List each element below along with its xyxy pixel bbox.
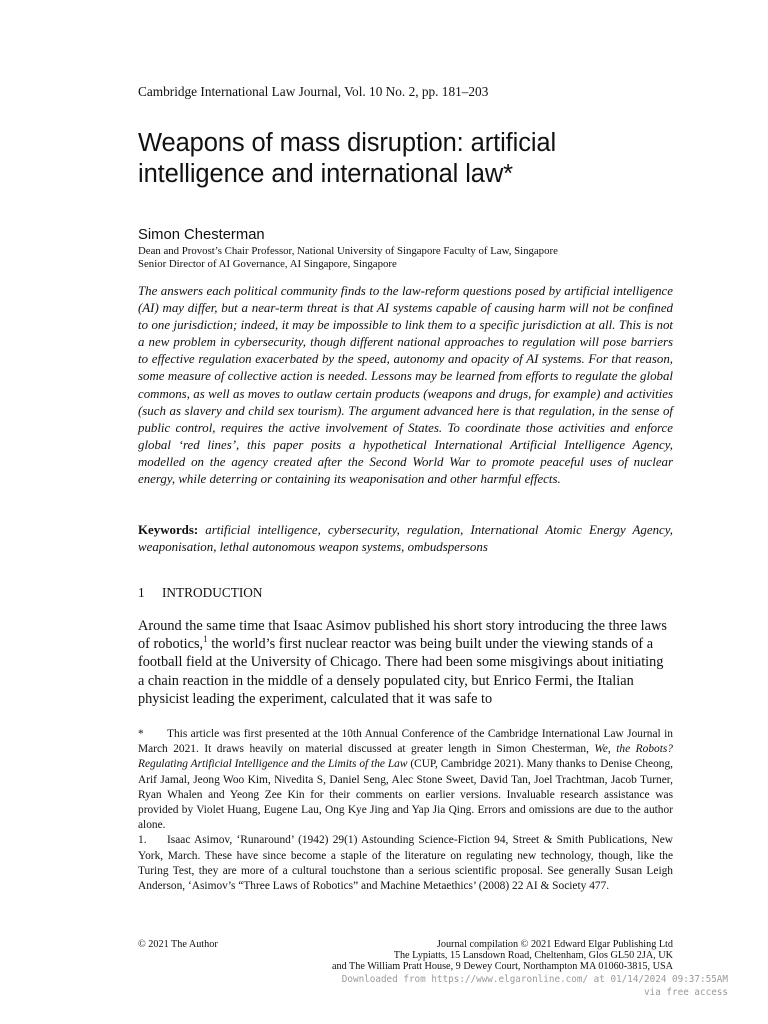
section-title: INTRODUCTION: [162, 585, 263, 600]
keywords-label: Keywords:: [138, 523, 199, 537]
section-number: 1: [138, 585, 145, 600]
book-title: We, the Robots? Regulating Artificial Intelligence and the Limits of the Law: [138, 743, 673, 771]
author-name: Simon Chesterman: [138, 227, 265, 243]
section-heading: [138, 585, 262, 601]
download-line: via free access: [644, 986, 728, 998]
affiliation-line: Dean and Provost’s Chair Professor, National University of Singapore Faculty of Law, Singapore: [138, 245, 558, 257]
footnote-marker: 1.: [138, 834, 147, 847]
keywords: [138, 522, 673, 556]
author-affiliations: [138, 245, 558, 270]
publisher-line: The Lypiatts, 15 Lansdown Road, Cheltenham, Glos GL50 2JA, UK: [393, 950, 673, 961]
body-text-part: Around the same time that Isaac Asimov published his short story introducing the three laws of robotics,: [138, 618, 667, 653]
publisher-line: and The William Pratt House, 9 Dewey Court, Northampton MA 01060-3815, USA: [331, 961, 673, 972]
publisher-line: Journal compilation © 2021 Edward Elgar Publishing Ltd: [436, 939, 673, 950]
abstract: The answers each political community finds to the law-reform questions posed by artificial intelligence (AI) may differ, but a near-term threat is that AI systems capable of causing harm will not be confined to one jurisdiction; indeed, it may be impossible to link them to a specific jurisdiction at all. This is not a new problem in cybersecurity, though different national approaches to regulation will pose barriers to effective regulation exacerbated by the speed, autonomy and opacity of AI systems. For that reason, some measure of collective action is needed. Lessons may be learned from efforts to regulate the global commons, as well as moves to outlaw certain products (weapons and drugs, for example) and activities (such as slavery and child sex tourism). The argument advanced here is that regulation, in the sense of public control, requires the active involvement of States. To coordinate those activities and enforce global ‘red lines’, this paper posits a hypothetical International Artificial Intelligence Agency, modelled on the agency created after the Second World War to promote peaceful uses of nuclear energy, while deterring or containing its weaponisation and other harmful effects.: [138, 284, 673, 487]
affiliation-line: Senior Director of AI Governance, AI Singapore, Singapore: [138, 257, 397, 270]
footnote-marker: *: [138, 728, 144, 740]
footnote-1: [138, 833, 673, 894]
copyright-notice: © 2021 The Author: [138, 939, 218, 950]
footnote-reference[interactable]: 1: [203, 634, 208, 645]
journal-citation: Cambridge International Law Journal, Vol. 10 No. 2, pp. 181–203: [138, 84, 489, 99]
body-text-part: the world’s first nuclear reactor was being built under the viewing stands of a football field at the University of Chicago. There had been some misgivings about initiating a chain reaction in the middle of a densely populated city, but Enrico Fermi, the Italian physicist leading the experiment, calculated that it was safe to: [138, 636, 664, 707]
footnote-star: [138, 727, 673, 833]
footnote-text: Isaac Asimov, ‘Runaround’ (1942) 29(1) Astounding Science-Fiction 94, Street & Smith Publications, New York, March. These have since become a staple of the literature on regulating new technology, though, like the Turing Test, they are more of a cultural touchstone than a serious scientific proposal. See generally Susan Leigh Anderson, ‘Asimov’s “Three Laws of Robotics” and Machine Metaethics’ (2008) 22 AI & Society 477.: [138, 834, 673, 893]
footnote-text: This article was first presented at the 10th Annual Conference of the Cambridge International Law Journal in March 2021. It draws heavily on material discussed at greater length in Simon Chesterman,: [138, 728, 673, 756]
footnote-text: (CUP, Cambridge 2021). Many thanks to Denise Cheong, Arif Jamal, Jeong Woo Kim, Nivedita S, Daniel Seng, Alec Stone Sweet, David Tan, Joel Trachtman, Jacob Turner, Ryan Whalen and Yeong Zee Kin for their comments on earlier versions. Invaluable research assistance was provided by Violet Huang, Eugene Lau, Ong Kye Jing and Yap Jia Qing. Errors and omissions are due to the author alone.: [138, 758, 673, 832]
download-line: Downloaded from https://www.elgaronline.com/ at 01/14/2024 09:37:55AM: [341, 974, 728, 985]
download-stamp: [308, 974, 728, 999]
article-title: Weapons of mass disruption: artificial intelligence and international law*: [138, 129, 557, 188]
keywords-list: artificial intelligence, cybersecurity, regulation, International Atomic Energy Agency, weaponisation, lethal autonomous weapon systems, ombudspersons: [138, 523, 673, 555]
footnotes: [138, 727, 673, 894]
body-paragraph: [138, 617, 673, 708]
publisher-info: [233, 939, 673, 972]
